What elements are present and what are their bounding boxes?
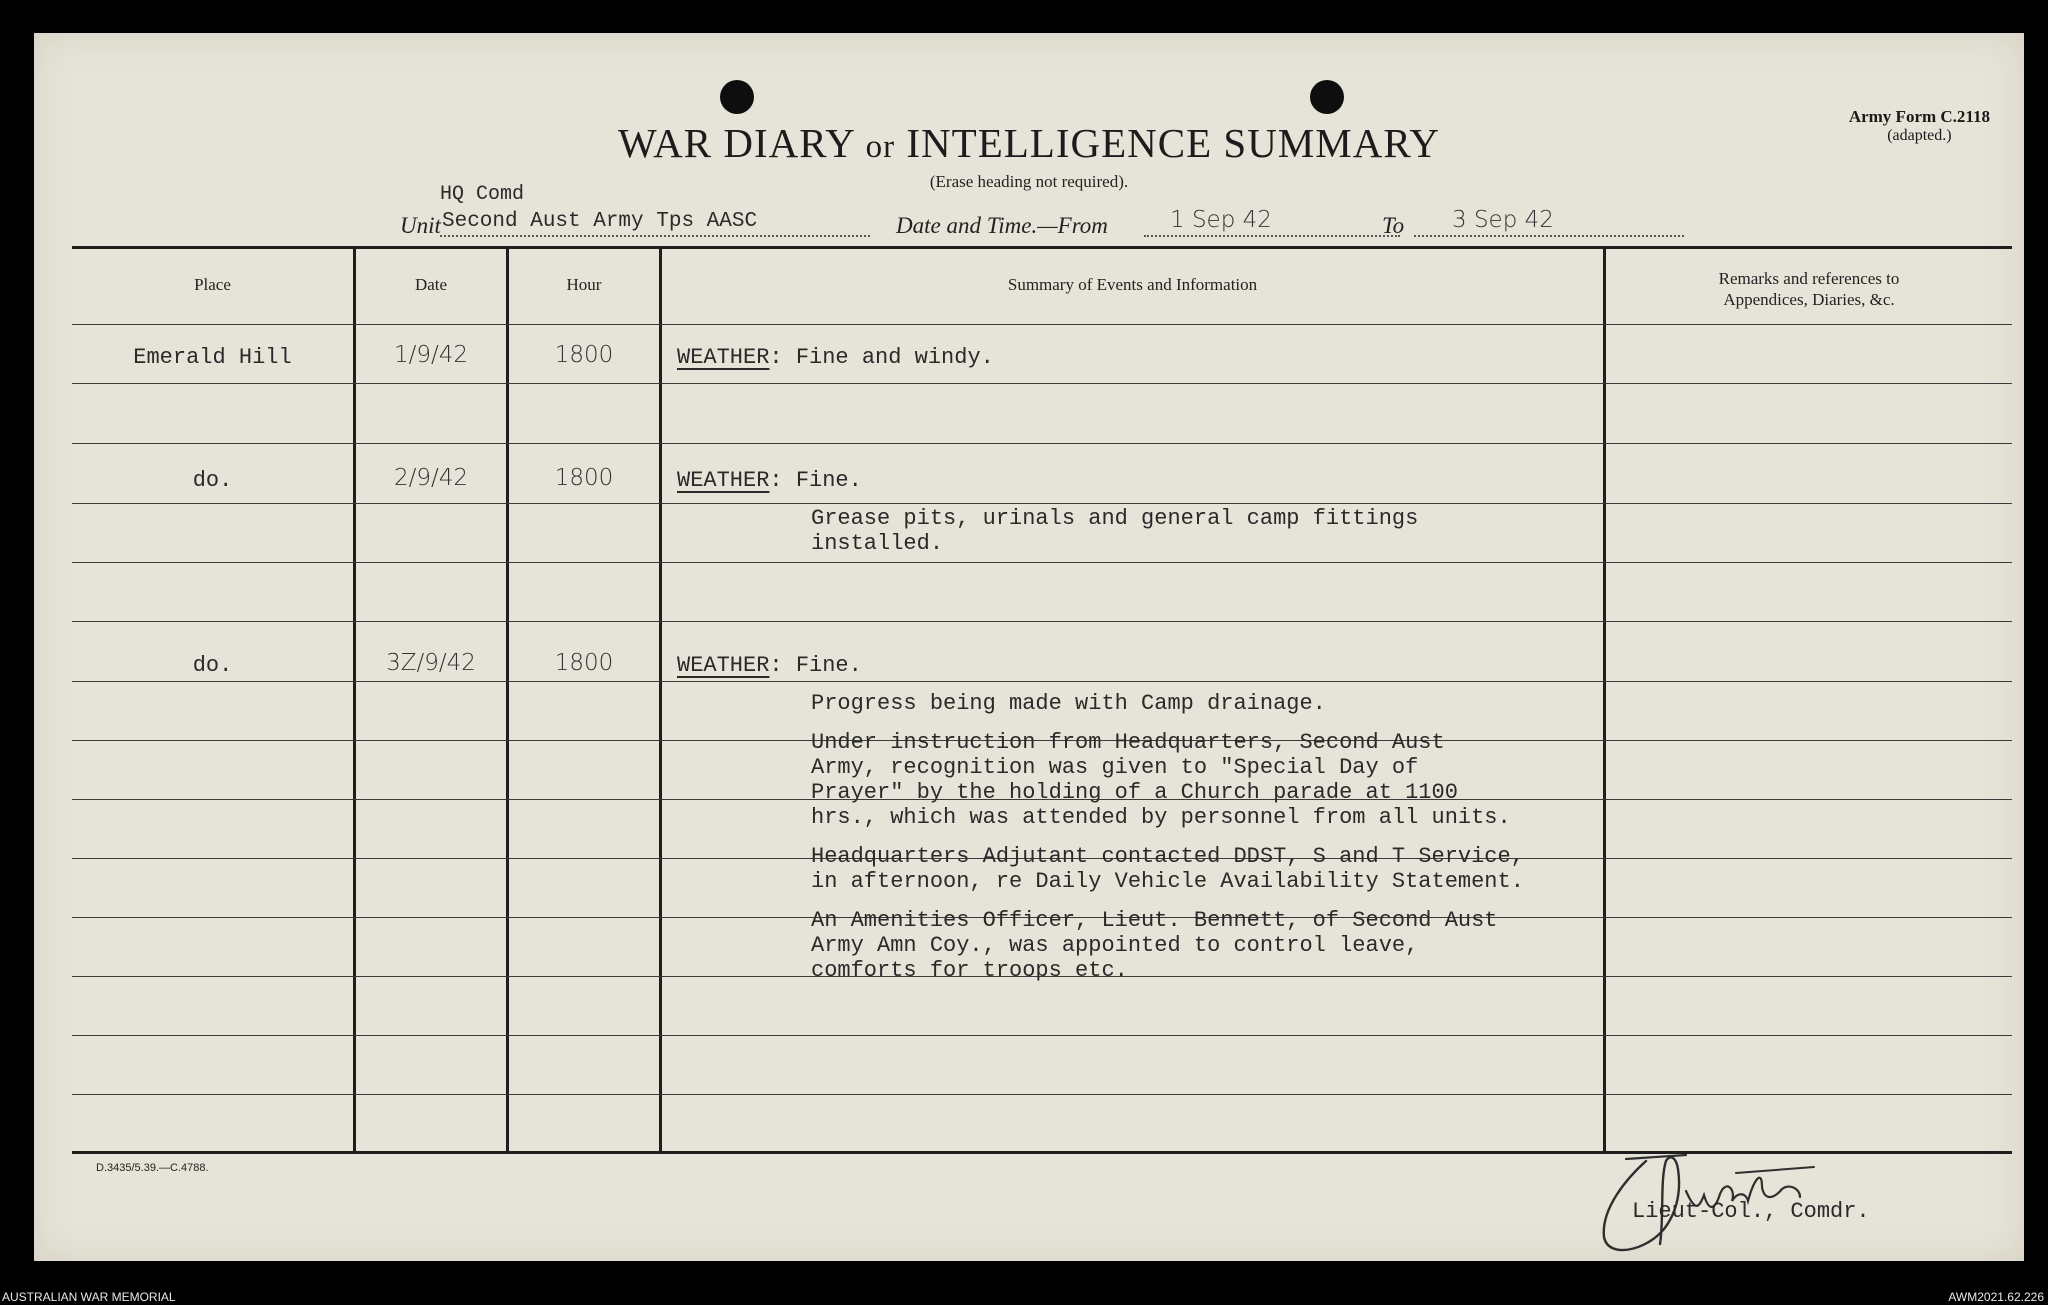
column-header-remarks [1606,268,2012,310]
column-header-place: Place [194,275,231,294]
entry-hour: 1800 [554,465,614,491]
unit-line-1: HQ Comd [440,183,525,206]
army-form-adapted: (adapted.) [1887,127,1952,144]
row-rule [72,1094,2012,1095]
to-dotted-line [1414,235,1684,237]
title-intelligence-summary: INTELLIGENCE SUMMARY [906,120,1441,166]
print-code: D.3435/5.39.—C.4788. [96,1162,209,1174]
form-subtitle: (Erase heading not required). [929,172,1129,191]
entry-hour: 1800 [554,650,614,676]
row-rule [72,562,2012,563]
title-or: or [865,129,896,165]
entry-date: 2/9/42 [393,465,469,491]
entry-hour: 1800 [554,342,614,368]
weather-value: : Fine. [769,653,862,678]
entry-place: Emerald Hill [133,345,292,370]
entry-weather [677,468,862,493]
row-rule [72,1035,2012,1036]
entry-note: Grease pits, urinals and general camp fittings installed. [811,506,1419,556]
to-date: 3 Sep 42 [1452,207,1554,233]
weather-label: WEATHER [677,345,770,370]
credit-left: AUSTRALIAN WAR MEMORIAL [2,1290,176,1304]
row-rule [72,443,2012,444]
army-form-number: Army Form C.2118 [1848,107,1990,126]
credit-right: AWM2021.62.226 [1948,1290,2044,1304]
entry-weather [677,653,862,678]
to-label: To [1382,213,1405,238]
entry-date: 1/9/42 [393,342,469,368]
entry-weather [677,345,994,370]
row-rule [72,621,2012,622]
remarks-header-line-1: Remarks and references to [1718,269,1900,288]
from-dotted-line [1144,235,1400,237]
weather-value: : Fine. [769,468,862,493]
punch-hole-left [720,80,754,114]
punch-hole-right [1310,80,1344,114]
form-sheet [34,33,2024,1261]
weather-label: WEATHER [677,468,770,493]
unit-dotted-line [440,235,870,237]
entry-note: Headquarters Adjutant contacted DDST, S and T Service, in afternoon, re Daily Vehicle Availability Statement. [811,844,1524,894]
form-title [34,119,2024,167]
row-rule [72,503,2012,504]
entry-place: do. [192,468,233,493]
column-header-date: Date [414,275,448,294]
unit-label: Unit [400,213,441,238]
weather-value: : Fine and windy. [769,345,994,370]
date-time-label: Date and Time.—From [896,213,1108,238]
weather-label: WEATHER [677,653,770,678]
entry-note: Progress being made with Camp drainage. [811,691,1326,716]
entry-note: An Amenities Officer, Lieut. Bennett, of Second Aust Army Amn Coy., was appointed to control leave, comforts for troops etc. [811,908,1498,983]
title-war-diary: WAR DIARY [617,120,855,166]
entry-place: do. [192,653,233,678]
column-header-summary: Summary of Events and Information [1007,275,1258,294]
from-date: 1 Sep 42 [1170,207,1272,233]
signature-rank: Lieut-Col., Comdr. [1632,1199,1870,1224]
row-rule [72,681,2012,682]
row-rule [72,383,2012,384]
header-rule [72,324,2012,325]
army-form-id [1849,107,1990,145]
remarks-header-line-2: Appendices, Diaries, &c. [1723,290,1895,309]
column-header-hour: Hour [566,275,602,294]
entry-date: 3Z/9/42 [386,650,476,676]
entry-note: Under instruction from Headquarters, Second Aust Army, recognition was given to "Special Day of Prayer" by the holding of a Church parade at 1100 hrs., which was attended by personnel from all units. [811,730,1511,830]
unit-line-2: Second Aust Army Tps AASC [442,210,758,233]
table-top-rule [72,246,2012,249]
